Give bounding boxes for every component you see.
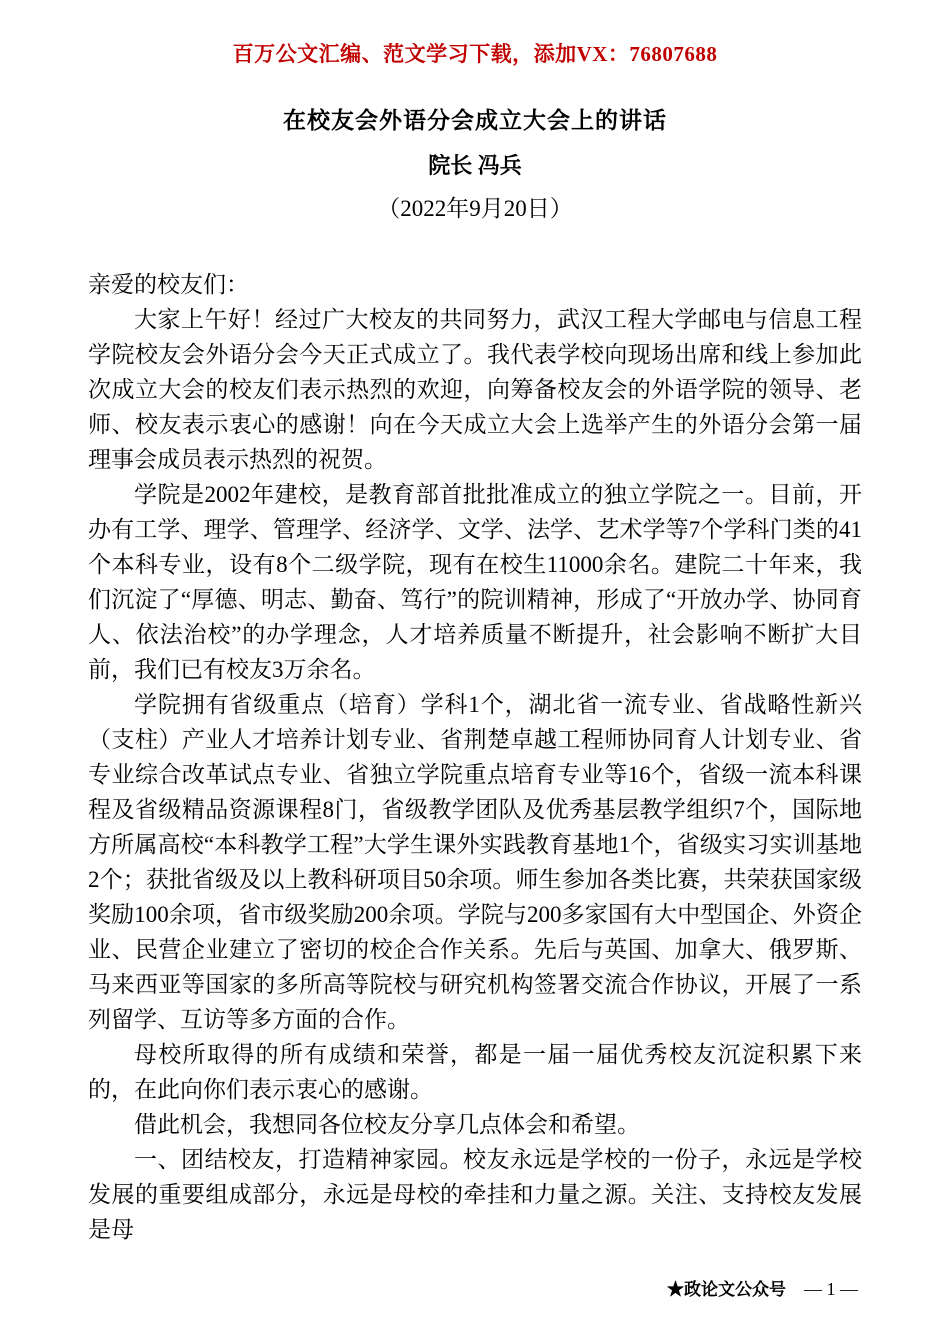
paragraph-1: 大家上午好！经过广大校友的共同努力，武汉工程大学邮电与信息工程学院校友会外语分会今天正式成立了。我代表学校向现场出席和线上参加此次成立大会的校友们表示热烈的欢迎，向筹备校友会的外语学院的领导、老师、校友表示衷心的感谢！向在今天成立大会上选举产生的外语分会第一届理事会成员表示热烈的祝贺。 [88,307,862,472]
salutation: 亲爱的校友们： [88,272,249,297]
doc-author: 院长 冯兵 [428,153,522,178]
page-footer [667,1275,858,1300]
promo-banner: 百万公文汇编、范文学习下载，添加VX：76807688 [232,42,718,66]
paragraph-2: 学院是2002年建校，是教育部首批批准成立的独立学院之一。目前，开办有工学、理学、管理学、经济学、文学、法学、艺术学等7个学科门类的41个本科专业，设有8个二级学院，现有在校生11000余名。建院二十年来，我们沉淀了“厚德、明志、勤奋、笃行”的院训精神，形成了“开放办学、协同育人、依法治校”的办学理念，人才培养质量不断提升，社会影响不断扩大目前，我们已有校友3万余名。 [88,482,862,682]
paragraph-3: 学院拥有省级重点（培育）学科1个，湖北省一流专业、省战略性新兴（支柱）产业人才培养计划专业、省荆楚卓越工程师协同育人计划专业、省专业综合改革试点专业、省独立学院重点培育专业等16个，省级一流本科课程及省级精品资源课程8门，省级教学团队及优秀基层教学组织7个，国际地方所属高校“本科教学工程”大学生课外实践教育基地1个，省级实习实训基地2个；获批省级及以上教科研项目50余项。师生参加各类比赛，共荣获国家级奖励100余项，省市级奖励200余项。学院与200多家国有大中型国企、外资企业、民营企业建立了密切的校企合作关系。先后与英国、加拿大、俄罗斯、马来西亚等国家的多所高等院校与研究机构签署交流合作协议，开展了一系列留学、互访等多方面的合作。 [88,692,862,1032]
page-number: — 1 — [804,1279,858,1299]
doc-body [88,267,862,1247]
doc-title: 在校友会外语分会成立大会上的讲话 [283,108,667,133]
paragraph-4: 母校所取得的所有成绩和荣誉，都是一届一届优秀校友沉淀积累下来的，在此向你们表示衷心的感谢。 [88,1042,862,1102]
doc-date: （2022年9月20日） [377,196,573,221]
paragraph-6: 一、团结校友，打造精神家园。校友永远是学校的一份子，永远是学校发展的重要组成部分，永远是母校的牵挂和力量之源。关注、支持校友发展是母 [88,1147,862,1242]
paragraph-5: 借此机会，我想同各位校友分享几点体会和希望。 [134,1112,640,1137]
footer-badge: ★政论文公众号 [667,1280,786,1299]
